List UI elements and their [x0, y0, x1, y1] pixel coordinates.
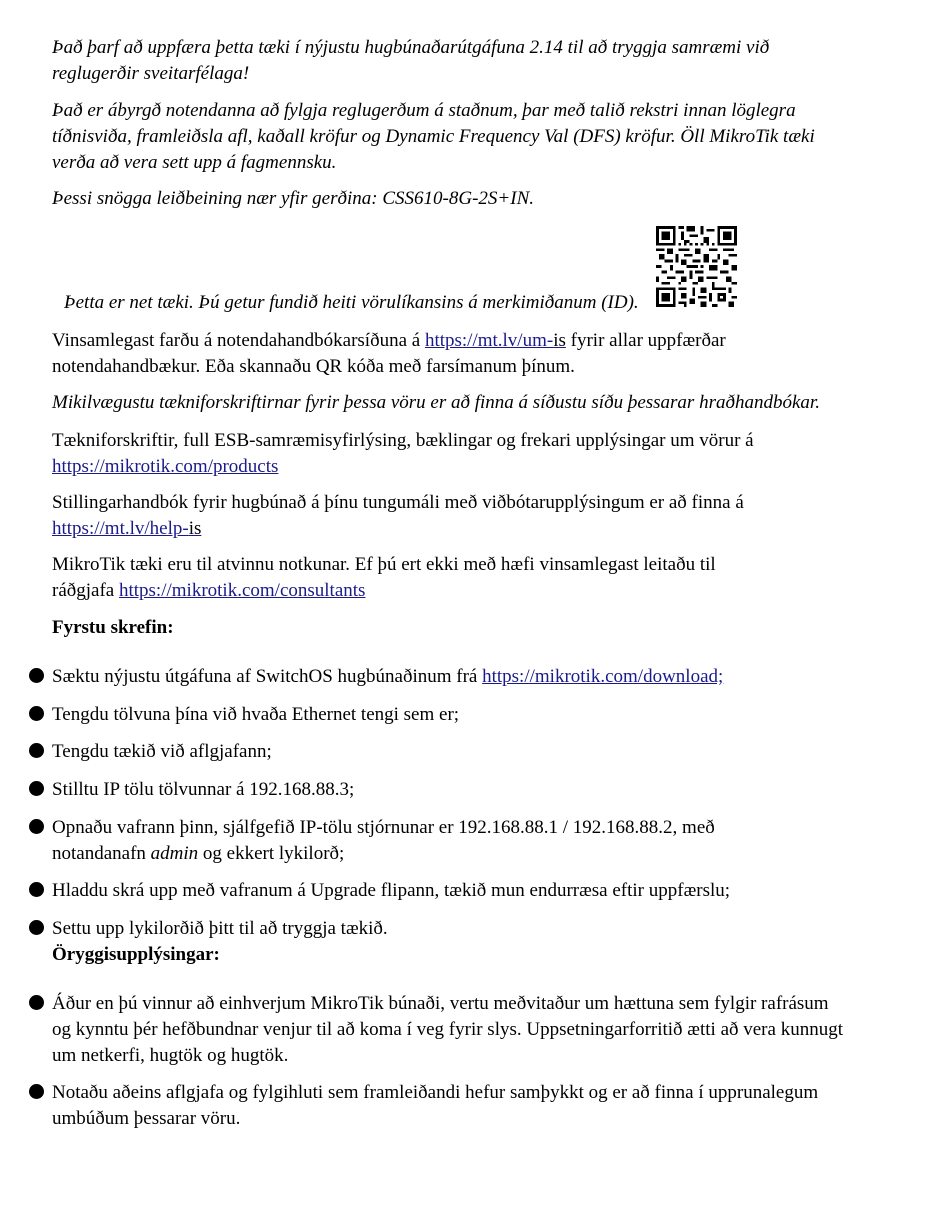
bullet-icon [29, 743, 44, 758]
bullet-icon [29, 819, 44, 834]
bullet-icon [29, 882, 44, 897]
default-username: admin [150, 843, 199, 864]
specs-note: Mikilvægustu tækniforskriftirnar fyrir þessa vöru er að finna á síðustu síðu þessarar hraðhandbókar. [52, 392, 820, 413]
bullet-icon [29, 995, 44, 1010]
user-manual-text-after: fyrir allar uppfærðar notendahandbækur. Eða skannaðu QR kóða með farsímanum þínum. [52, 330, 726, 377]
safety-item-power-supply: Notaðu aðeins aflgjafa og fylgihluti sem framleiðandi hefur samþykkt og er að finna í upprunalegum umbúðum þessarar vöru. [52, 1082, 819, 1129]
bullet-icon [29, 920, 44, 935]
step-open-browser: Opnaðu vafrann þinn, sjálfgefið IP-tölu stjórnunar er 192.168.88.1 / 192.168.88.2, með notandanafn admin og ekkert lykilorð; [52, 817, 715, 864]
download-link[interactable]: https://mikrotik.com/download; [482, 666, 724, 687]
qr-code-icon[interactable] [656, 226, 737, 307]
step-set-ip: Stilltu IP tölu tölvunnar á 192.168.88.3; [52, 779, 355, 800]
update-notice: Það þarf að uppfæra þetta tæki í nýjustu hugbúnaðarútgáfuna 2.14 til að tryggja samræmi við reglugerðir sveitarfélaga! [52, 37, 770, 84]
products-link[interactable]: https://mikrotik.com/products [52, 456, 279, 477]
products-text: Tækniforskriftir, full ESB-samræmisyfirlýsing, bæklingar og frekari upplýsingar um vörur á [52, 430, 754, 451]
products-paragraph [52, 428, 772, 480]
help-text: Stillingarhandbók fyrir hugbúnað á þínu tungumáli með viðbótarupplýsingum er að finna á [52, 492, 744, 513]
user-manual-paragraph [52, 328, 772, 380]
step-download: Sæktu nýjustu útgáfuna af SwitchOS hugbúnaðinum frá https://mikrotik.com/download; [52, 666, 724, 687]
user-manual-link[interactable]: https://mt.lv/um-is [424, 330, 566, 351]
bullet-icon [29, 668, 44, 683]
network-device-note: Þetta er net tæki. Þú getur fundið heiti vörulíkansins á merkimiðanum (ID). [64, 292, 639, 313]
guide-scope: Þessi snögga leiðbeining nær yfir gerðina: CSS610-8G-2S+IN. [52, 188, 534, 209]
step-connect-computer: Tengdu tölvuna þína við hvaða Ethernet tengi sem er; [52, 704, 460, 725]
bullet-icon [29, 1084, 44, 1099]
step-set-password: Settu upp lykilorðið þitt til að tryggja tækið. [52, 918, 388, 939]
bullet-icon [29, 706, 44, 721]
safety-heading: Öryggisupplýsingar: [52, 944, 220, 965]
consultants-link[interactable]: https://mikrotik.com/consultants [118, 580, 366, 601]
consultants-paragraph [52, 552, 772, 604]
step-upload-upgrade: Hladdu skrá upp með vafranum á Upgrade flipann, tækið mun endurræsa eftir uppfærslu; [52, 880, 731, 901]
responsibility-notice: Það er ábyrgð notendanna að fylgja reglugerðum á staðnum, þar með talið rekstri innan löglegra tíðnisviða, framleiðsla afl, kaðall kröfur og Dynamic Frequency Val (DFS) kröfur. Öll MikroTik tæki verða að vera sett upp á fagmennsku. [52, 100, 815, 173]
help-paragraph [52, 490, 772, 542]
first-steps-heading: Fyrstu skrefin: [52, 617, 174, 638]
step-connect-power: Tengdu tækið við aflgjafann; [52, 741, 272, 762]
user-manual-text: Vinsamlegast farðu á notendahandbókarsíðuna á [52, 330, 425, 351]
bullet-icon [29, 781, 44, 796]
safety-item-circuits: Áður en þú vinnur að einhverjum MikroTik búnaði, vertu meðvitaður um hættuna sem fylgir rafrásum og kynntu þér hefðbundnar venjur til að koma í veg fyrir slys. Uppsetningarforritið ætti að vera kunnugt um netkerfi, hugtök og hugtök. [52, 993, 843, 1066]
help-link[interactable]: https://mt.lv/help-is [52, 518, 202, 539]
consultants-text: MikroTik tæki eru til atvinnu notkunar. Ef þú ert ekki með hæfi vinsamlegast leitaðu til ráðgjafa [52, 554, 716, 601]
